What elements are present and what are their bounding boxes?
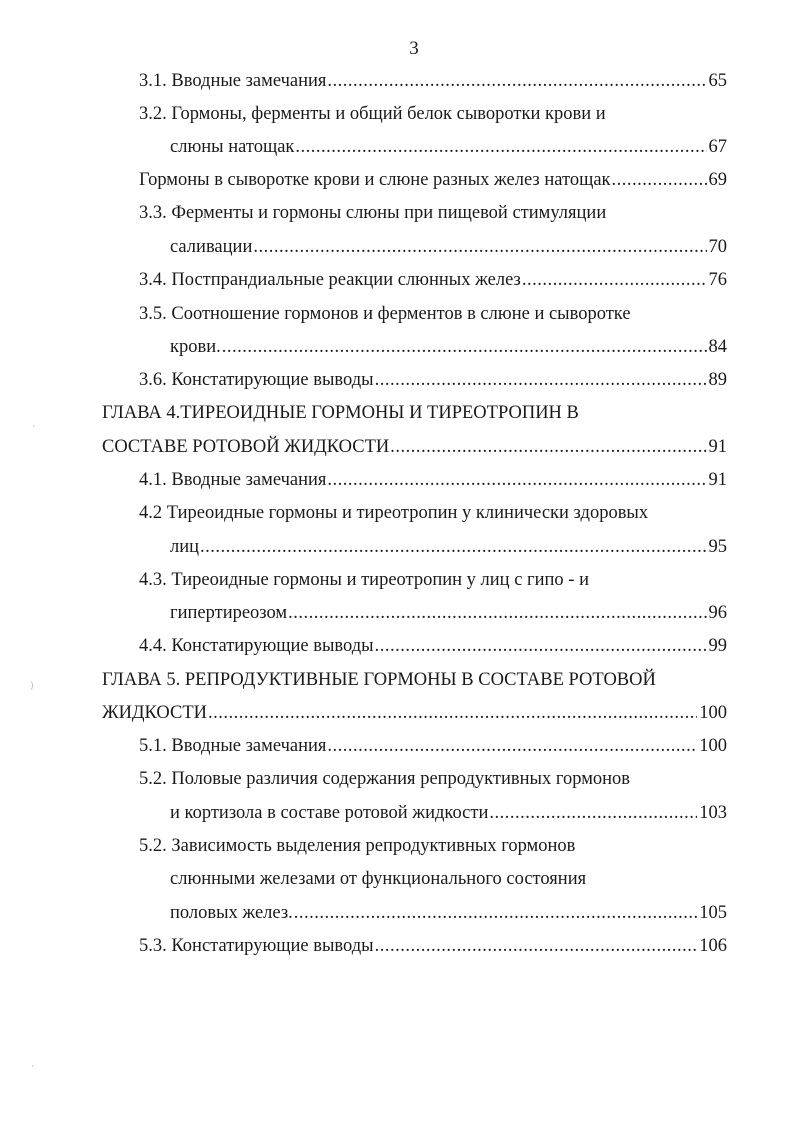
toc-chapter-title: ГЛАВА 4.ТИРЕОИДНЫЕ ГОРМОНЫ И ТИРЕОТРОПИН В <box>102 403 579 423</box>
toc-entry-title: 4.1. Вводные замечания <box>139 470 327 490</box>
toc-entry-page: 84 <box>708 337 727 357</box>
dot-leader <box>200 534 706 560</box>
toc-chapter-title: ЖИДКОСТИ <box>102 703 208 723</box>
toc-entry-page: 96 <box>708 603 727 623</box>
toc-entry-title: саливации <box>170 237 253 257</box>
dot-leader <box>375 633 707 659</box>
toc-entry-4-1[interactable] <box>139 467 727 493</box>
toc-entry-3-3-line2[interactable] <box>170 234 727 260</box>
toc-chapter-title: ГЛАВА 5. РЕПРОДУКТИВНЫЕ ГОРМОНЫ В СОСТАВЕ РОТОВОЙ <box>102 670 656 690</box>
toc-entry-5-2a-line1[interactable] <box>139 766 727 792</box>
toc-entry-title: 3.5. Соотношение гормонов и ферментов в слюне и сыворотке <box>139 304 631 324</box>
toc-entry-title: гипертиреозом <box>170 603 288 623</box>
dot-leader <box>390 434 706 460</box>
toc-entry-page: 99 <box>708 636 727 656</box>
toc-chapter-4-line1[interactable] <box>102 400 727 426</box>
toc-entry-page: 70 <box>708 237 727 257</box>
toc-entry-3-5-line1[interactable] <box>139 301 727 327</box>
toc-entry-3-2-line2[interactable] <box>170 134 727 160</box>
toc-entry-title: 3.2. Гормоны, ферменты и общий белок сыворотки крови и <box>139 104 606 124</box>
dot-leader <box>612 167 707 193</box>
dot-leader <box>222 334 707 360</box>
toc-entry-page: 76 <box>708 270 727 290</box>
toc-entry-title: крови. <box>170 337 221 357</box>
toc-entry-title: слюнными железами от функционального состояния <box>170 869 587 889</box>
toc-entry-page: 91 <box>708 470 727 490</box>
toc-entry-page: 67 <box>708 137 727 157</box>
toc-entry-5-1[interactable] <box>139 733 727 759</box>
scan-margin-mark: ' <box>33 424 35 435</box>
toc-entry-5-2b-line1[interactable] <box>139 833 727 859</box>
dot-leader <box>327 68 706 94</box>
toc-entry-title: 3.1. Вводные замечания <box>139 71 327 91</box>
toc-entry-title: половых желез. <box>170 903 293 923</box>
scan-margin-mark: ' <box>32 1064 34 1075</box>
toc-entry-4-2-line1[interactable] <box>139 500 727 526</box>
toc-entry-5-3[interactable] <box>139 933 727 959</box>
toc-entry-page: 100 <box>699 736 727 756</box>
toc-entry-3-4[interactable] <box>139 267 727 293</box>
toc-entry-title: 5.2. Зависимость выделения репродуктивных гормонов <box>139 836 576 856</box>
toc-entry-title: и кортизола в составе ротовой жидкости <box>170 803 489 823</box>
toc-entry-4-3-line1[interactable] <box>139 567 727 593</box>
toc-entry-hormones-serum-saliva[interactable] <box>139 167 727 193</box>
toc-entry-page: 103 <box>699 803 727 823</box>
toc-entry-title: 5.3. Констатирующие выводы <box>139 936 374 956</box>
toc-chapter-4-line2[interactable] <box>102 434 727 460</box>
dot-leader <box>327 467 706 493</box>
page-number: 3 <box>409 38 419 59</box>
toc-entry-title: 4.2 Тиреоидные гормоны и тиреотропин у клинически здоровых <box>139 503 649 523</box>
toc-entry-title: 4.3. Тиреоидные гормоны и тиреотропин у лиц с гипо - и <box>139 570 589 590</box>
toc-chapter-5-line2[interactable] <box>102 700 727 726</box>
toc-entry-page: 95 <box>708 537 727 557</box>
toc-entry-title: 4.4. Констатирующие выводы <box>139 636 374 656</box>
toc-entry-3-6[interactable] <box>139 367 727 393</box>
toc-entry-page: 65 <box>708 71 727 91</box>
dot-leader <box>295 134 706 160</box>
toc-entry-5-2b-line2[interactable] <box>170 866 727 892</box>
dot-leader <box>294 900 697 926</box>
toc-entry-3-1[interactable] <box>139 68 727 94</box>
toc-chapter-5-line1[interactable] <box>102 667 727 693</box>
toc-entry-title: 3.6. Констатирующие выводы <box>139 370 374 390</box>
dot-leader <box>288 600 706 626</box>
scan-margin-mark: ) <box>30 680 34 691</box>
toc-entry-title: слюны натощак <box>170 137 295 157</box>
dot-leader <box>208 700 697 726</box>
toc-entry-5-2a-line2[interactable] <box>170 800 727 826</box>
toc-entry-4-2-line2[interactable] <box>170 534 727 560</box>
toc-entry-title: лиц <box>170 537 200 557</box>
toc-entry-page: 100 <box>699 703 727 723</box>
toc-entry-3-5-line2[interactable] <box>170 334 727 360</box>
toc-entry-3-2-line1[interactable] <box>139 101 727 127</box>
toc-entry-title: Гормоны в сыворотке крови и слюне разных желез натощак <box>139 170 611 190</box>
dot-leader <box>375 933 698 959</box>
toc-entry-4-3-line2[interactable] <box>170 600 727 626</box>
toc-entry-title: 3.4. Постпрандиальные реакции слюнных желез <box>139 270 521 290</box>
toc-entry-page: 106 <box>699 936 727 956</box>
dot-leader <box>489 800 697 826</box>
dot-leader <box>327 733 697 759</box>
toc-entry-5-2b-line3[interactable] <box>170 900 727 926</box>
toc-entry-page: 69 <box>708 170 727 190</box>
toc-entry-title: 5.1. Вводные замечания <box>139 736 327 756</box>
dot-leader <box>253 234 706 260</box>
toc-entry-page: 89 <box>708 370 727 390</box>
dot-leader <box>522 267 707 293</box>
toc-entry-title: 3.3. Ферменты и гормоны слюны при пищевой стимуляции <box>139 203 607 223</box>
toc-entry-page: 105 <box>699 903 727 923</box>
dot-leader <box>375 367 707 393</box>
toc-entry-4-4[interactable] <box>139 633 727 659</box>
toc-entry-3-3-line1[interactable] <box>139 200 727 226</box>
toc-chapter-title: СОСТАВЕ РОТОВОЙ ЖИДКОСТИ <box>102 437 390 457</box>
toc-entry-title: 5.2. Половые различия содержания репродуктивных гормонов <box>139 769 631 789</box>
toc-entry-page: 91 <box>708 437 727 457</box>
